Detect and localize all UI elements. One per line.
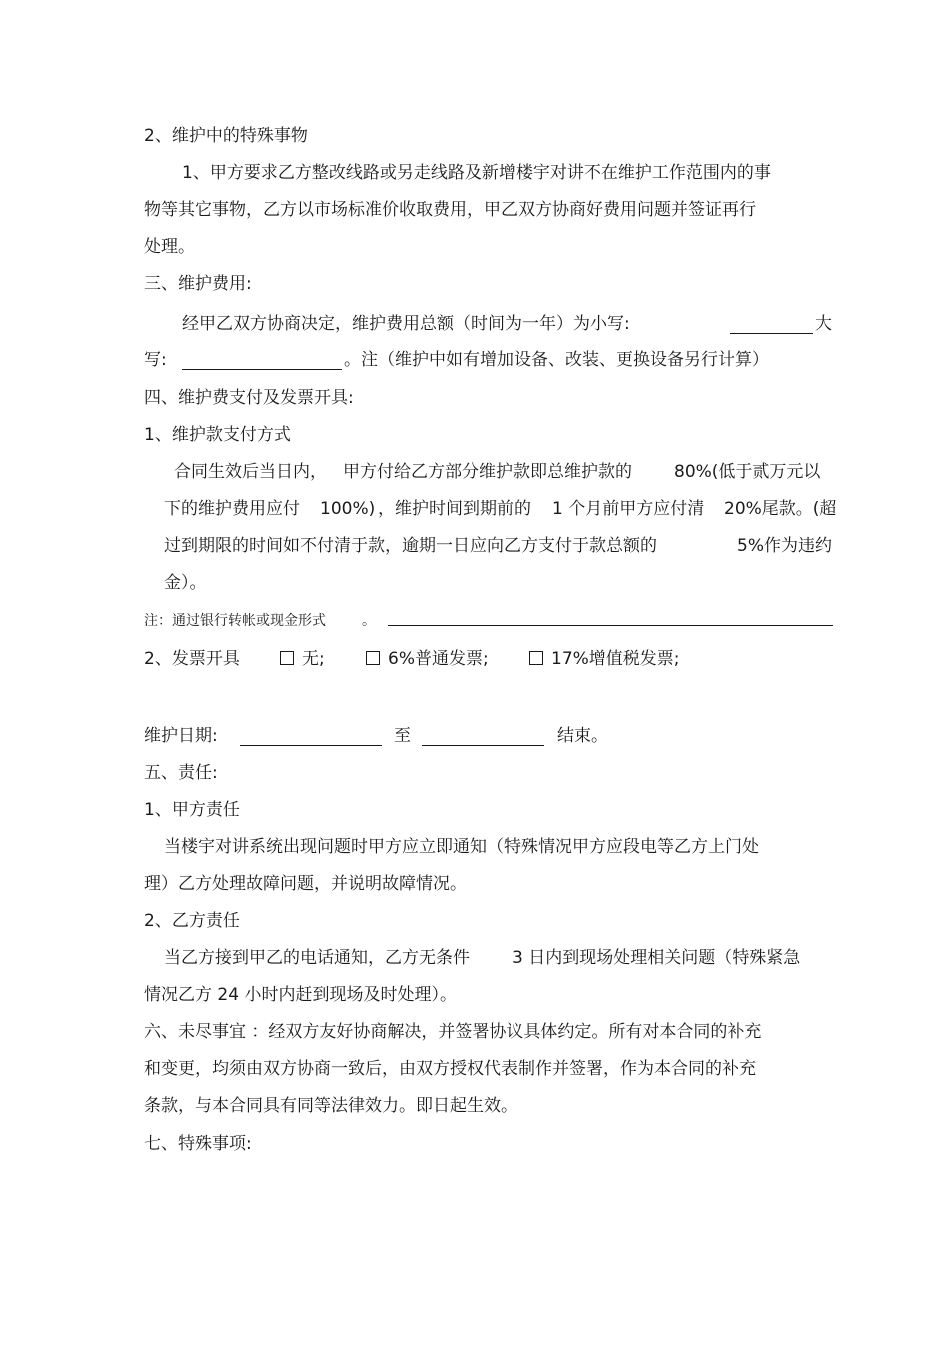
fee-uppercase-label-start: 大 <box>815 314 832 334</box>
section-2-title: 2、维护中的特殊事物 <box>144 126 308 146</box>
maintenance-date-end: 结束。 <box>557 726 608 746</box>
maintenance-date-label: 维护日期: <box>144 726 218 746</box>
section-3-title: 三、维护费用: <box>144 274 252 294</box>
party-b-para-line-1a: 当乙方接到甲乙的电话通知，乙方无条件 <box>164 948 470 968</box>
fee-uppercase-blank[interactable] <box>182 349 342 370</box>
section-7-title: 七、特殊事项: <box>144 1134 252 1154</box>
payment-line-2e: 20%尾款。(超 <box>724 499 837 519</box>
payment-line-2b: 100%) <box>320 499 376 519</box>
fee-lowercase-blank[interactable] <box>730 313 813 334</box>
fee-amount-line-2 <box>144 349 167 371</box>
payment-line-2c: ，维护时间到期前的 <box>378 499 531 519</box>
maintenance-start-blank[interactable] <box>240 725 382 746</box>
invoice-option-vat[interactable] <box>529 648 680 670</box>
payment-method-subtitle: 1、维护款支付方式 <box>144 425 291 445</box>
invoice-subtitle: 2、发票开具 <box>144 649 240 669</box>
checkbox-vat[interactable] <box>529 651 543 665</box>
invoice-option-normal-label: 6%普通发票; <box>388 649 489 669</box>
payment-line-2d: 1 个月前甲方应付清 <box>552 499 705 519</box>
section-6-line-3: 条款，与本合同具有同等法律效力。即日起生效。 <box>144 1096 518 1116</box>
invoice-option-none[interactable] <box>280 648 325 670</box>
maintenance-date-to: 至 <box>394 726 411 746</box>
section-6-line-1: 六、未尽事宜 ：经双方友好协商解决，并签署协议具体约定。所有对本合同的补充 <box>144 1022 762 1042</box>
payment-line-3a: 过到期限的时间如不付清于款，逾期一日应向乙方支付于款总额的 <box>164 536 657 556</box>
payment-line-1a: 合同生效后当日内， <box>174 462 327 482</box>
payment-line-4: 金）。 <box>164 573 207 593</box>
checkbox-normal[interactable] <box>366 651 380 665</box>
section-2-para-line-2: 物等其它事物，乙方以市场标准价收取费用，甲乙双方协商好费用问题并签证再行 <box>144 200 756 220</box>
party-b-para-line-2: 情况乙方 24 小时内赶到现场及时处理）。 <box>144 985 457 1005</box>
section-2-para-line-1: 1、甲方要求乙方整改线路或另走线路及新增楼宇对讲不在维护工作范围内的事 <box>182 163 771 183</box>
party-b-para-line-1b: 3 日内到现场处理相关问题（特殊紧急 <box>512 948 801 968</box>
payment-note-label: 注：通过银行转帐或现金形式 <box>144 613 326 629</box>
payment-line-2a: 下的维护费用应付 <box>164 499 300 519</box>
checkbox-none[interactable] <box>280 651 294 665</box>
payment-line-1c: 80%(低于贰万元以 <box>674 462 821 482</box>
section-2-para-line-3: 处理。 <box>144 237 195 257</box>
party-a-para-line-2: 理）乙方处理故障问题，并说明故障情况。 <box>144 874 467 894</box>
invoice-option-normal[interactable] <box>366 648 489 670</box>
fee-amount-text: 经甲乙双方协商决定，维护费用总额（时间为一年）为小写: <box>182 314 630 334</box>
payment-line-1b: 甲方付给乙方部分维护款即总维护款的 <box>343 462 632 482</box>
section-6-line-2: 和变更，均须由双方协商一致后，由双方授权代表制作并签署，作为本合同的补充 <box>144 1059 756 1079</box>
section-4-title: 四、维护费支付及发票开具: <box>144 388 354 408</box>
payment-line-3b: 5%作为违约 <box>737 536 832 556</box>
fee-amount-line-1 <box>182 313 630 335</box>
party-a-responsibility-title: 1、甲方责任 <box>144 800 240 820</box>
invoice-option-none-label: 无; <box>302 649 325 669</box>
fee-note: 。注（维护中如有增加设备、改装、更换设备另行计算） <box>344 350 769 370</box>
payment-note-dot: 。 <box>362 613 376 629</box>
payment-note-rule[interactable] <box>388 625 833 626</box>
invoice-option-vat-label: 17%增值税发票; <box>551 649 680 669</box>
section-5-title: 五、责任: <box>144 763 218 783</box>
party-a-para-line-1: 当楼宇对讲系统出现问题时甲方应立即通知（特殊情况甲方应段电等乙方上门处 <box>164 837 759 857</box>
maintenance-end-blank[interactable] <box>422 725 544 746</box>
fee-uppercase-label: 写: <box>144 350 167 370</box>
party-b-responsibility-title: 2、乙方责任 <box>144 911 240 931</box>
